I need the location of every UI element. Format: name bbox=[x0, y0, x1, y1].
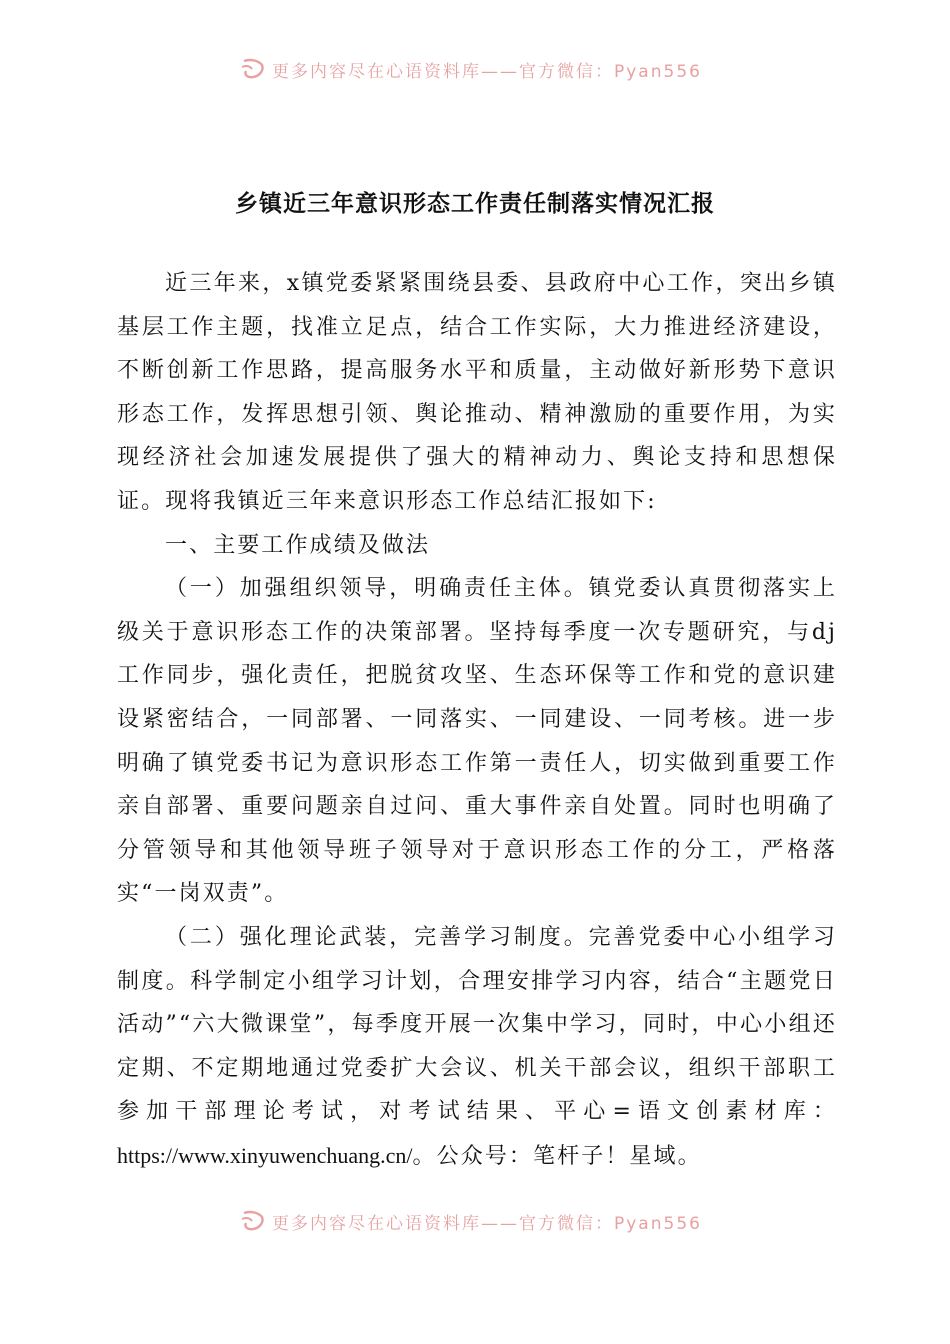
paragraph-theory bbox=[117, 916, 837, 1179]
paragraph-intro: 近三年来，x镇党委紧紧围绕县委、县政府中心工作，突出乡镇基层工作主题，找准立足点，结合工作实际，大力推进经济建设，不断创新工作思路，提高服务水平和质量，主动做好新形势下意识形态工作，发挥思想引领、舆论推动、精神激励的重要作用，为实现经济社会加速发展提供了强大的精神动力、舆论支持和思想保证。现将我镇近三年来意识形态工作总结汇报如下: bbox=[117, 271, 837, 514]
watermark-logo-icon bbox=[238, 57, 266, 81]
source-url: https://www.xinyuwenchuang.cn/ bbox=[117, 1142, 413, 1168]
paragraph-theory-tail: 。公众号：笔杆子！星域。 bbox=[412, 1143, 702, 1169]
section-heading: 一、主要工作成绩及做法 bbox=[165, 532, 431, 558]
watermark-footer bbox=[238, 1208, 758, 1234]
paragraph-organization: （一）加强组织领导，明确责任主体。镇党委认真贯彻落实上级关于意识形态工作的决策部署。坚持每季度一次专题研究，与dj工作同步，强化责任，把脱贫攻坚、生态环保等工作和党的意识建设紧密结合，一同部署、一同落实、一同建设、一同考核。进一步明确了镇党委书记为意识形态工作第一责任人，切实做到重要工作亲自部署、重要问题亲自过问、重大事件亲自处置。同时也明确了分管领导和其他领导班子领导对于意识形态工作的分工，严格落实“一岗双责”。 bbox=[117, 576, 837, 907]
watermark-logo-icon bbox=[238, 1209, 266, 1233]
watermark-text: 更多内容尽在心语资料库——官方微信：Pyan556 bbox=[272, 61, 702, 82]
paragraph-theory-text: （二）强化理论武装，完善学习制度。完善党委中心小组学习制度。科学制定小组学习计划，合理安排学习内容，结合“主题党日活动”“六大微课堂”，每季度开展一次集中学习，同时，中心小组还定期、不定期地通过党委扩大会议、机关干部会议，组织干部职工参加干部理论考试，对考试结果、平心=语文创素材库： bbox=[117, 924, 837, 1125]
watermark-header bbox=[238, 56, 758, 82]
watermark-text: 更多内容尽在心语资料库——官方微信：Pyan556 bbox=[272, 1213, 702, 1234]
document-title: 乡镇近三年意识形态工作责任制落实情况汇报 bbox=[235, 191, 715, 217]
document-body bbox=[117, 262, 837, 1178]
